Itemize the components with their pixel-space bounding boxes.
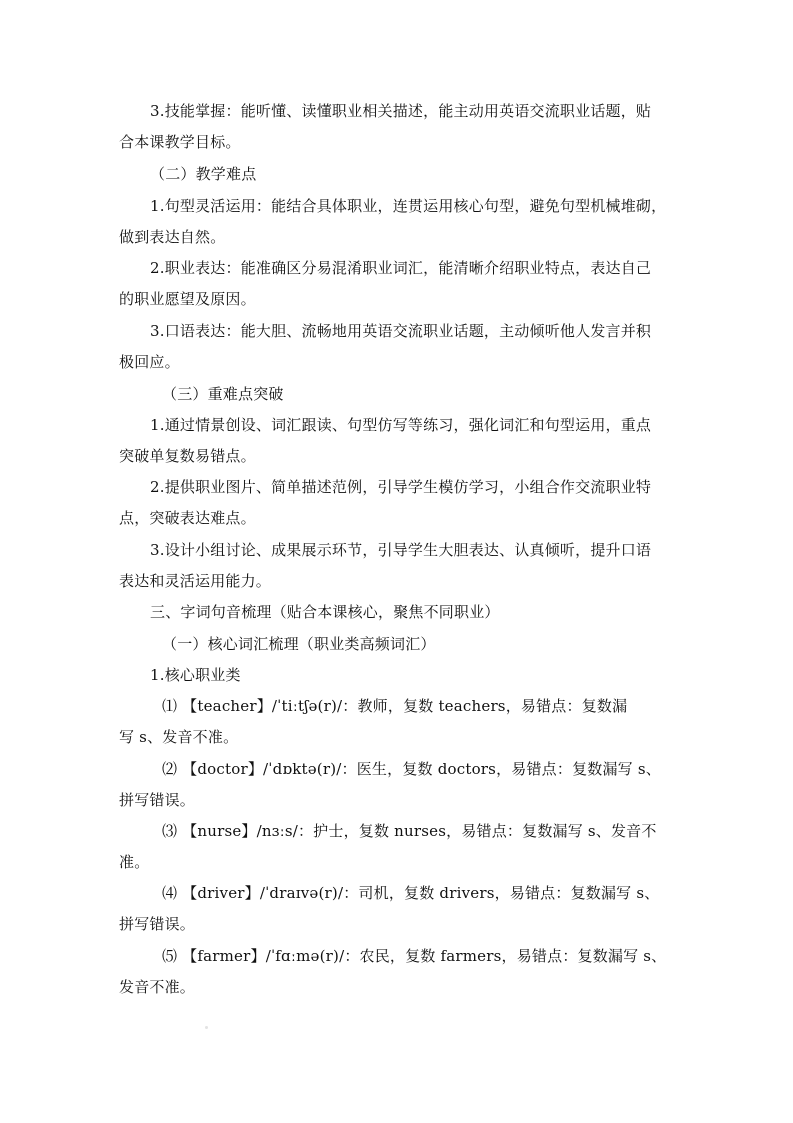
vocab-item-nurse-cont: 准。 [119,853,150,871]
vocab-item-farmer-cont: 发音不准。 [119,978,196,996]
text-line-difficulty-3-cont: 极回应。 [119,353,180,371]
vocab-item-driver: ⑷ 【driver】/ˈdraɪvə(r)/：司机，复数 drivers，易错点：复数漏写 s、 [162,884,660,902]
section-heading-core-vocabulary: （一）核心词汇梳理（职业类高频词汇） [162,635,436,653]
subheading-core-occupations: 1.核心职业类 [150,666,241,684]
text-line-breakthrough-2-cont: 点，突破表达难点。 [119,509,256,527]
text-line-difficulty-1: 1.句型灵活运用：能结合具体职业，连贯运用核心句型，避免句型机械堆砌， [150,197,667,215]
vocab-item-teacher: ⑴ 【teacher】/ˈtiːtʃə(r)/：教师，复数 teachers，易错点：复数漏 [162,697,628,715]
vocab-item-driver-cont: 拼写错误。 [119,915,196,933]
text-line-skill-mastery-cont: 合本课教学目标。 [119,133,241,151]
text-line-breakthrough-1-cont: 突破单复数易错点。 [119,447,256,465]
vocab-item-nurse: ⑶ 【nurse】/nɜːs/：护士，复数 nurses，易错点：复数漏写 s、发音不 [162,822,657,840]
text-line-difficulty-1-cont: 做到表达自然。 [119,228,226,246]
vocab-item-doctor: ⑵ 【doctor】/ˈdɒktə(r)/：医生，复数 doctors，易错点：复数漏写 s、 [162,760,661,778]
section-heading-breakthrough: （三）重难点突破 [162,385,284,403]
text-line-breakthrough-3-cont: 表达和灵活运用能力。 [119,572,272,590]
text-line-breakthrough-3: 3.设计小组讨论、成果展示环节，引导学生大胆表达、认真倾听，提升口语 [150,541,652,559]
text-line-difficulty-3: 3.口语表达：能大胆、流畅地用英语交流职业话题，主动倾听他人发言并积 [150,322,652,340]
text-line-difficulty-2: 2.职业表达：能准确区分易混淆职业词汇，能清晰介绍职业特点，表达自己 [150,259,652,277]
section-heading-word-sentence-review: 三、字词句音梳理（贴合本课核心，聚焦不同职业） [150,603,500,621]
vocab-item-teacher-cont: 写 s、发音不准。 [119,728,239,746]
scan-artifact-dot [205,1026,208,1029]
text-line-difficulty-2-cont: 的职业愿望及原因。 [119,290,256,308]
vocab-item-farmer: ⑸ 【farmer】/ˈfɑːmə(r)/：农民，复数 farmers，易错点：复数漏写 s、 [162,947,667,965]
text-line-breakthrough-1: 1.通过情景创设、词汇跟读、句型仿写等练习，强化词汇和句型运用，重点 [150,416,652,434]
text-line-breakthrough-2: 2.提供职业图片、简单描述范例，引导学生模仿学习，小组合作交流职业特 [150,478,652,496]
vocab-item-doctor-cont: 拼写错误。 [119,791,196,809]
text-line-skill-mastery: 3.技能掌握：能听懂、读懂职业相关描述，能主动用英语交流职业话题，贴 [150,102,652,120]
section-heading-teaching-difficulties: （二）教学难点 [150,165,257,183]
